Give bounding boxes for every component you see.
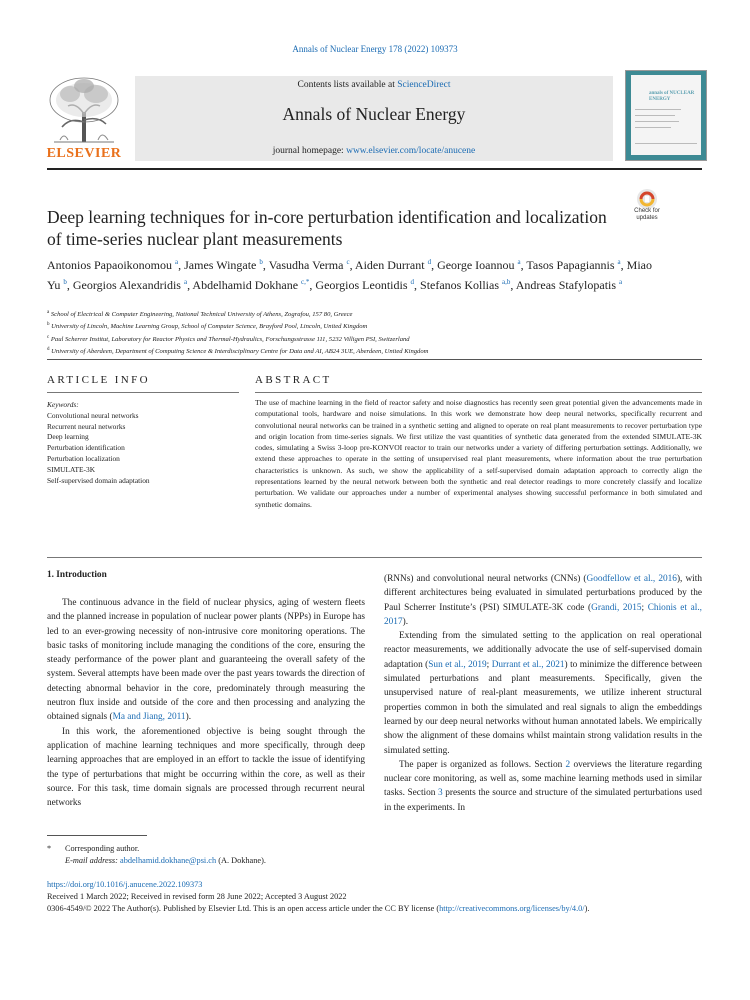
- author-name[interactable]: Miao Yu $^b$: [47, 258, 652, 292]
- author-separator: ,: [349, 258, 355, 272]
- journal-cover-thumbnail[interactable]: [625, 70, 707, 161]
- elsevier-wordmark: ELSEVIER: [46, 146, 122, 161]
- homepage-line: [135, 146, 613, 156]
- author-separator: ,: [262, 258, 269, 272]
- paragraph: [384, 572, 702, 629]
- author-affiliation-marker[interactable]: a,b: [502, 278, 511, 286]
- contents-prefix: Contents lists available at: [297, 80, 398, 90]
- affiliation-text: University of Aberdeen, Department of Computing Science & Interdisciplinary Centre for Data and AI, AB24 3UE, Aberdeen, United Kingdom: [49, 348, 429, 356]
- journal-name: Annals of Nuclear Energy: [282, 104, 466, 124]
- author-affiliation-marker[interactable]: a: [617, 258, 621, 266]
- author-separator: ,: [187, 278, 193, 292]
- author-name[interactable]: Aiden Durrant $^d$: [354, 258, 432, 272]
- author-name[interactable]: Georgios Leontidis $^d$: [315, 278, 415, 292]
- keyword-list: [47, 411, 239, 487]
- footnote-marker: *: [47, 844, 52, 853]
- cover-line: [635, 121, 679, 122]
- footnotes: [47, 843, 447, 867]
- paragraph-text: (RNNs) and convolutional neural networks (CNNs) (: [384, 574, 587, 584]
- footnote-rule: [47, 835, 147, 836]
- paragraph-text: The continuous advance in the field of nuclear physics, aging of western fleets and the planned increase in population of nuclear power plants (NPPs) in Europe has led to an ever-growing necessity of non-intrusive core monitoring operations. The basic tasks of monitoring include managing the conditions of the core, ensuring the steady performance of the power plant and guaranteeing the overall safety of the system. Several attempts have been made over the past years towards the direction of detecting abnormal behavior in the core, predominately through measuring the neutron flux inside and outside of the core and then processing and analyzing the obtained signals (: [47, 598, 365, 723]
- paragraph-text: ).: [402, 616, 409, 627]
- keyword: Perturbation identification: [47, 443, 125, 453]
- author-affiliation-marker[interactable]: d: [427, 258, 432, 266]
- author-separator: ,: [414, 278, 421, 292]
- affiliation: [47, 345, 707, 357]
- homepage-link[interactable]: www.elsevier.com/locate/anucene: [346, 146, 476, 156]
- cover-line: [635, 143, 697, 144]
- paragraph: [384, 758, 702, 815]
- paragraph-text: ) to minimize the difference between simulated perturbations and plant measurements. Specifically, given the unsupervised nature of real-plant measurements, we utilize inherent structural properties common in both the simulated and real signals to align the embeddings learned by our deep neural networks without human annotated labels. We empirically show the alignment of these domains whilst maintain strong validation results in the simulated setting.: [384, 659, 702, 756]
- keywords-block: [47, 400, 239, 486]
- paragraph: [384, 629, 702, 758]
- affiliation-key: c: [47, 334, 50, 340]
- header-rule: [47, 168, 702, 170]
- affiliation-key: d: [47, 347, 50, 353]
- author-affiliation-marker[interactable]: b: [259, 258, 263, 266]
- abstract-heading: ABSTRACT: [255, 374, 332, 386]
- author-affiliation-marker[interactable]: a: [183, 278, 188, 286]
- abstract-rule: [255, 392, 702, 393]
- author-name[interactable]: Vasudha Verma $^c$: [268, 258, 350, 272]
- paragraph-text: ), with different architectures being evaluated in simulated perturbations produced by the Paul Scherrer Institute’s (PSI) SIMULATE-3K code (: [384, 574, 702, 613]
- citation-link[interactable]: Chionis et al., 2017: [384, 602, 702, 627]
- body-left-column: [47, 596, 365, 810]
- keyword: SIMULATE-3K: [47, 464, 96, 474]
- affiliation: [47, 333, 707, 345]
- citation-link[interactable]: Ma and Jiang, 2011: [112, 712, 186, 723]
- corresponding-author-note: [47, 843, 447, 855]
- keyword: Recurrent neural networks: [47, 421, 126, 431]
- section-link[interactable]: 2: [565, 759, 571, 770]
- author-separator: ,: [620, 258, 627, 272]
- affiliation-key: a: [47, 310, 50, 315]
- affiliation-key: b: [47, 322, 50, 328]
- email-link[interactable]: abdelhamid.dokhane@psi.ch: [120, 856, 217, 865]
- paragraph-text: presents the source and structure of the simulated perturbations used in the experiments. In: [384, 788, 702, 813]
- paragraph: In this work, the aforementioned objective is being sought through the application of machine learning techniques and more specifically, through deep learning approaches that are employed in an effort to tackle the issue of identifying the type of perturbations that might be occurring within the core, as well as their source. For this task, time domain signals are processed through recurrent neural networks: [47, 726, 365, 809]
- author-affiliation-marker[interactable]: a: [517, 258, 521, 266]
- contents-line: [135, 80, 613, 90]
- paragraph-text: The paper is organized as follows. Section: [399, 759, 566, 770]
- cover-line: [635, 109, 681, 110]
- footnote-text: Corresponding author.: [65, 844, 140, 853]
- email-note: [47, 855, 447, 867]
- keyword: Self-supervised domain adaptation: [47, 475, 150, 485]
- doi-link[interactable]: https://doi.org/10.1016/j.anucene.2022.109373: [47, 880, 203, 889]
- author-separator: ,: [66, 278, 73, 292]
- cover-line: [635, 127, 671, 128]
- keyword: Convolutional neural networks: [47, 410, 139, 420]
- license-text: 0306-4549/© 2022 The Author(s). Published by Elsevier Ltd. This is an open access article under the CC BY license (: [47, 904, 440, 913]
- license-line: [47, 904, 707, 913]
- cover-line: [635, 115, 675, 116]
- body-rule: [47, 557, 702, 558]
- affiliation-text: School of Electrical & Computer Engineering, National Technical University of Athens, Zografou, 157 80, Greece: [49, 311, 353, 319]
- section-rule: [47, 359, 702, 360]
- paragraph-text: ;: [641, 602, 648, 613]
- citation-link[interactable]: Sun et al., 2019: [428, 659, 487, 670]
- keyword: Deep learning: [47, 432, 89, 442]
- citation-link[interactable]: Grandi, 2015: [591, 602, 642, 613]
- check-for-updates-label[interactable]: Check for updates: [634, 208, 660, 221]
- paragraph-text: overviews the literature regarding nuclear core monitoring, as well as, some machine learning methods used in similar tasks. Section: [384, 759, 702, 799]
- license-text: ).: [584, 904, 590, 913]
- author-affiliation-marker[interactable]: a: [175, 258, 179, 266]
- keywords-label: Keywords:: [47, 400, 79, 409]
- author-name[interactable]: James Wingate $^b$: [184, 258, 263, 272]
- author-separator: ,: [520, 258, 527, 272]
- author-separator: ,: [510, 278, 516, 292]
- received-dates: Received 1 March 2022; Received in revised form 28 June 2022; Accepted 3 August 2022: [47, 892, 347, 901]
- email-label: E-mail address:: [65, 856, 118, 865]
- homepage-prefix: journal homepage:: [272, 146, 347, 156]
- author-affiliation-marker[interactable]: c: [346, 258, 350, 266]
- sciencedirect-link[interactable]: ScienceDirect: [397, 80, 451, 90]
- author-name[interactable]: Antonios Papaoikonomou $^a$: [47, 258, 179, 272]
- author-affiliation-marker[interactable]: c,*: [301, 278, 310, 286]
- body-right-column: [384, 572, 702, 815]
- paragraph-text: ).: [185, 712, 192, 723]
- affiliation-text: Paul Scherrer Institut, Laboratory for Reactor Physics and Thermal-Hydraulics, Forschungsstrasse 111, 5232 Villigen PSI, Switzerland: [49, 336, 410, 344]
- section-link[interactable]: 3: [438, 788, 443, 799]
- article-title: Deep learning techniques for in-core perturbation identification and localization of time-series nuclear plant measurements: [47, 207, 607, 249]
- author-separator: ,: [178, 258, 185, 272]
- article-info-rule: [47, 392, 239, 393]
- cover-inner: [631, 75, 701, 155]
- paragraph-text: Extending from the simulated setting to the application on real operational reactor measurements, we additionally advocate the use of self-supervised domain adaptation (: [384, 631, 702, 670]
- introduction-heading: 1. Introduction: [47, 570, 107, 580]
- author-name[interactable]: Abdelhamid Dokhane $^{c,*}$: [192, 278, 310, 292]
- license-link[interactable]: http://creativecommons.org/licenses/by/4.0/: [439, 904, 585, 913]
- affiliation: [47, 320, 707, 332]
- author-name[interactable]: Stefanos Kollias $^{a,b}$: [420, 278, 511, 292]
- author-affiliation-marker[interactable]: a: [619, 278, 623, 286]
- paragraph-text: ;: [486, 659, 492, 670]
- author-separator: ,: [431, 258, 438, 272]
- affiliation-list: [47, 308, 707, 358]
- author-name[interactable]: George Ioannou $^a$: [437, 258, 521, 272]
- author-name[interactable]: Tasos Papagiannis $^a$: [526, 258, 621, 272]
- author-affiliation-marker[interactable]: d: [410, 278, 415, 286]
- affiliation-text: University of Lincoln, Machine Learning Group, School of Computer Science, Brayford Pool, Lincoln, United Kingdom: [49, 323, 368, 331]
- abstract-text: The use of machine learning in the field of reactor safety and noise diagnostics has recently seen great potential given the advancements made in computational tools, hardware and noise simulations. In this work we demonstrate how deep neural networks, specifically recurrent and convolutional neural networks can be trained in a synthetic setting and aligned to operate on real plant measurements to recover perturbation type and origin location from time-series signals. We first utilize the vast quantities of synthetic data generated from the extended SIMULATE-3K codes, simulating a Swiss 3-loop pre-KONVOI reactor to train our networks under a variety of differing perturbation settings. Additionally, we extend these approaches to operate in the setting of unsupervised real plant measurements, where information about the true perturbation characteristics is unknown. As such, we show the applicability of a self-supervised domain adaptation approach to correctly align the representations learned by the neural network between both the synthetic and real detector readings to more concretely classify and localize perturbation. We validate our approaches under a number of experimental analyses showing successful performance in both simulated and synthetic domains.: [255, 398, 702, 509]
- email-suffix: (A. Dokhane).: [218, 856, 266, 865]
- author-list: [47, 254, 667, 294]
- article-info-heading: ARTICLE INFO: [47, 374, 150, 386]
- author-name[interactable]: Andreas Stafylopatis $^a$: [515, 278, 623, 292]
- paragraph: [47, 596, 365, 725]
- author-separator: ,: [309, 278, 316, 292]
- cover-title: annals of NUCLEAR ENERGY: [649, 91, 695, 102]
- journal-reference-link[interactable]: Annals of Nuclear Energy 178 (2022) 109373: [292, 44, 458, 54]
- author-affiliation-marker[interactable]: b: [63, 278, 67, 286]
- citation-link[interactable]: Goodfellow et al., 2016: [586, 574, 677, 584]
- citation-link[interactable]: Durrant et al., 2021: [491, 659, 565, 670]
- affiliation: [47, 308, 707, 320]
- author-name[interactable]: Georgios Alexandridis $^a$: [72, 278, 188, 292]
- keyword: Perturbation localization: [47, 453, 120, 463]
